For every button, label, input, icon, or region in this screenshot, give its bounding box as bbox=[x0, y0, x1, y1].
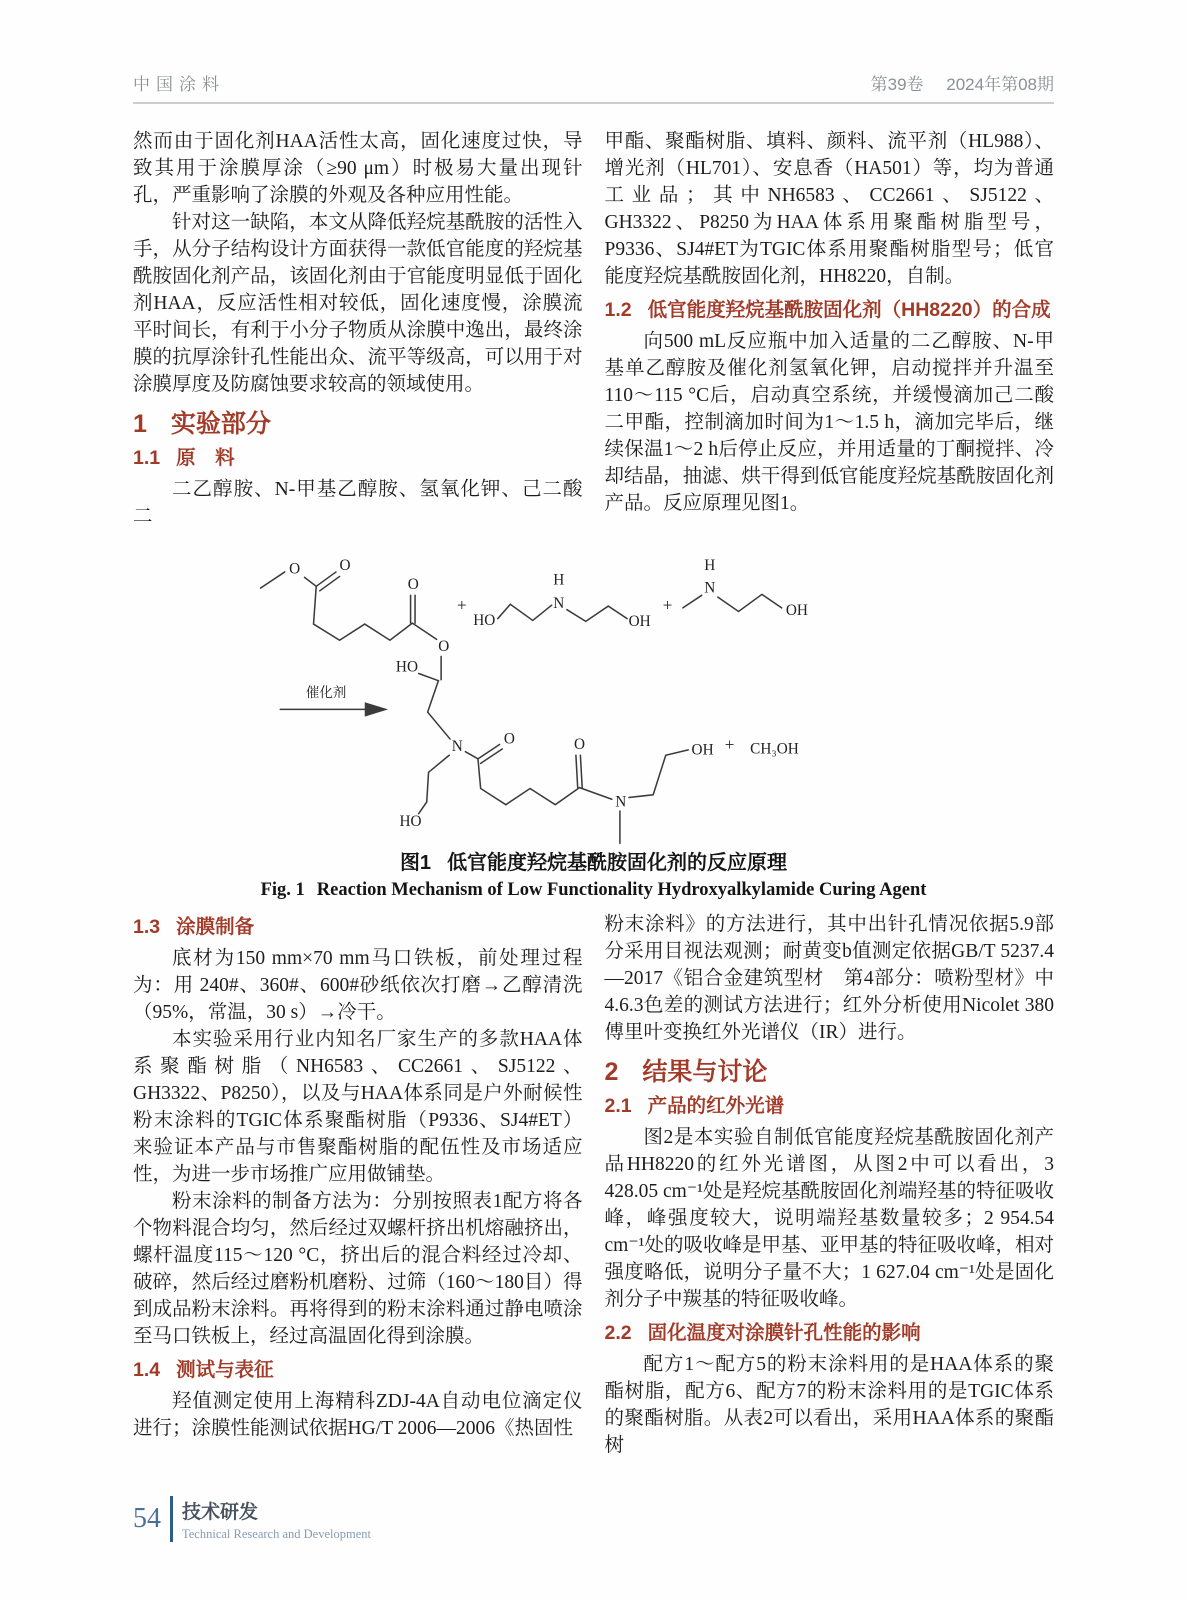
paragraph-intro-continued: 然而由于固化剂HAA活性太高，固化速度过快，导致其用于涂膜厚涂（≥90 μm）时极易大量出现针孔，严重影响了涂膜的外观及各种应用性能。 bbox=[133, 131, 583, 206]
plus-sign: + bbox=[724, 734, 735, 754]
atom-label-oh: OH bbox=[785, 602, 808, 620]
atom-label-o: O bbox=[503, 730, 515, 748]
subsection-raw-materials: 1.1 原 料 bbox=[133, 447, 235, 469]
atom-label-ho: HO bbox=[395, 658, 419, 676]
atom-label-o: O bbox=[407, 576, 419, 594]
section-heading-experimental: 1 实验部分 bbox=[133, 410, 271, 438]
bottom-left-column bbox=[133, 911, 583, 1459]
atom-labels bbox=[289, 557, 808, 830]
figure-1 bbox=[133, 536, 1054, 901]
atom-label-ho: HO bbox=[399, 813, 422, 831]
paragraph-testing-continued: 粉末涂料》的方法进行，其中出针孔情况依据5.9部分采用目视法观测；耐黄变b值测定依据GB/T 5237.4—2017《铝合金建筑型材 第4部分：喷粉型材》中4.6.3色差的测试方法进行；红外分析使用Nicolet 380傅里叶变换红外光谱仪（IR）进行。 bbox=[604, 914, 1054, 1043]
plus-sign: + bbox=[662, 595, 673, 615]
footer-divider-bar bbox=[170, 1496, 173, 1542]
atom-label-n: N bbox=[553, 594, 565, 612]
issue-number-label: 2024年第08期 bbox=[946, 75, 1054, 94]
atom-label-o: O bbox=[438, 638, 450, 656]
atom-label-o: O bbox=[573, 735, 586, 753]
catalyst-label: 催化剂 bbox=[305, 684, 347, 700]
bottom-right-column bbox=[605, 911, 1055, 1459]
atom-label-oh: OH bbox=[628, 612, 651, 630]
arrow-head bbox=[365, 702, 388, 716]
volume-label: 第39卷 bbox=[870, 75, 924, 94]
paragraph-powder-coating-process: 粉末涂料的制备方法为：分别按照表1配方将各个物料混合均匀，然后经过双螺杆挤出机熔融挤出，螺杆温度115～120 °C，挤出后的混合料经过冷却、破碎，然后经过磨粉机磨粉、过筛（160～180目）得到成品粉末涂料。再将得到的粉末涂料通过静电喷涂至马口铁板上，经过高温固化得到涂膜。 bbox=[133, 1191, 583, 1347]
atom-label-n: N bbox=[704, 579, 716, 597]
atom-label-n: N bbox=[451, 737, 463, 755]
page-number: 54 bbox=[133, 1503, 161, 1534]
subsection-curing-temperature: 2.2 固化温度对涂膜针孔性能的影响 bbox=[604, 1322, 921, 1344]
issue-info bbox=[853, 70, 1054, 95]
plus-sign: + bbox=[456, 595, 467, 615]
footer-section-en: Technical Research and Development bbox=[182, 1526, 371, 1541]
subsection-film-preparation: 1.3 涂膜制备 bbox=[133, 916, 255, 938]
figure-caption-en: Fig. 1 Reaction Mechanism of Low Functionality Hydroxyalkylamide Curing Agent bbox=[260, 880, 927, 900]
paragraph-formulations: 配方1～配方5的粉末涂料用的是HAA体系的聚酯树脂，配方6、配方7的粉末涂料用的是TGIC体系的聚酯树脂。从表2可以看出，采用HAA体系的聚酯树 bbox=[604, 1354, 1054, 1456]
atom-label-ho: HO bbox=[473, 611, 496, 629]
subsection-ir-spectrum: 2.1 产品的红外光谱 bbox=[604, 1095, 785, 1117]
atom-label-o: O bbox=[339, 557, 351, 575]
bond-lines bbox=[261, 572, 782, 843]
figure-caption-zh: 图1 低官能度羟烷基酰胺固化剂的反应原理 bbox=[399, 852, 788, 874]
bottom-columns bbox=[133, 911, 1054, 1459]
top-columns bbox=[133, 128, 1054, 530]
footer-section-zh: 技术研发 bbox=[182, 1501, 259, 1523]
page-header bbox=[133, 0, 1054, 104]
atom-label-o: O bbox=[289, 560, 301, 578]
atom-label-h: H bbox=[704, 557, 716, 575]
top-right-column bbox=[605, 128, 1055, 530]
paragraph-resins: 本实验采用行业内知名厂家生产的多款HAA体系聚酯树脂（NH6583、CC2661、SJ5122、GH3322、P8250），以及与HAA体系同是户外耐候性粉末涂料的TGIC体系聚酯树脂（P9336、SJ4#ET）来验证本产品与市售聚酯树脂的配伍性及市场适应性，为进一步市场推广应用做铺垫。 bbox=[133, 1029, 583, 1185]
journal-title: 中国涂料 bbox=[133, 75, 225, 94]
reaction-scheme-svg bbox=[233, 536, 917, 846]
paragraph-raw-materials-continued: 甲酯、聚酯树脂、填料、颜料、流平剂（HL988）、增光剂（HL701）、安息香（HA501）等，均为普通工业品；其中NH6583、CC2661、SJ5122、GH3322、P8250为HAA体系用聚酯树脂型号，P9336、SJ4#ET为TGIC体系用聚酯树脂型号；低官能度羟烷基酰胺固化剂，HH8220，自制。 bbox=[604, 131, 1054, 287]
subsection-testing: 1.4 测试与表征 bbox=[133, 1359, 274, 1381]
paragraph-synthesis-procedure: 向500 mL反应瓶中加入适量的二乙醇胺、N-甲基单乙醇胺及催化剂氢氧化钾，启动搅拌并升温至110～115 °C后，启动真空系统，并缓慢滴加己二酸二甲酯，控制滴加时间为1～1.5 h，滴加完毕后，继续保温1～2 h后停止反应，并用适量的丁酮搅拌、冷却结晶，抽滤、烘干得到低官能度羟烷基酰胺固化剂产品。反应原理见图1。 bbox=[604, 331, 1054, 514]
methanol-label: CH₃OH bbox=[750, 740, 799, 758]
section-heading-results: 2 结果与讨论 bbox=[604, 1058, 768, 1086]
atom-label-h: H bbox=[553, 571, 565, 589]
footer-section bbox=[182, 1497, 371, 1542]
atom-label-oh: OH bbox=[691, 741, 714, 759]
page-footer bbox=[133, 1496, 371, 1542]
subsection-synthesis: 1.2 低官能度羟烷基酰胺固化剂（HH8220）的合成 bbox=[604, 299, 1051, 321]
paragraph-substrate: 底材为150 mm×70 mm马口铁板，前处理过程为：用 240#、360#、600#砂纸依次打磨→乙醇清洗（95%，常温，30 s）→冷干。 bbox=[133, 948, 583, 1023]
paragraph-raw-materials-start: 二乙醇胺、N-甲基乙醇胺、氢氧化钾、己二酸二 bbox=[133, 479, 583, 527]
paragraph-testing-start: 羟值测定使用上海精科ZDJ-4A自动电位滴定仪进行；涂膜性能测试依据HG/T 2006—2006《热固性 bbox=[133, 1391, 583, 1439]
paragraph-ir-analysis: 图2是本实验自制低官能度羟烷基酰胺固化剂产品HH8220的红外光谱图，从图2中可以看出，3 428.05 cm⁻¹处是羟烷基酰胺固化剂端羟基的特征吸收峰，峰强度较大，说明端羟基数量较多；2 954.54 cm⁻¹处的吸收峰是甲基、亚甲基的特征吸收峰，相对强度略低，说明分子量不大；1 627.04 cm⁻¹处是固化剂分子中羰基的特征吸收峰。 bbox=[604, 1127, 1054, 1310]
top-left-column bbox=[133, 128, 583, 530]
paragraph-motivation: 针对这一缺陷，本文从降低羟烷基酰胺的活性入手，从分子结构设计方面获得一款低官能度的羟烷基酰胺固化剂产品，该固化剂由于官能度明显低于固化剂HAA，反应活性相对较低，固化速度慢，涂膜流平时间长，有利于小分子物质从涂膜中逸出，最终涂膜的抗厚涂针孔性能出众、流平等级高，可以用于对涂膜厚度及防腐蚀要求较高的领域使用。 bbox=[133, 212, 583, 395]
atom-label-n: N bbox=[615, 793, 627, 811]
